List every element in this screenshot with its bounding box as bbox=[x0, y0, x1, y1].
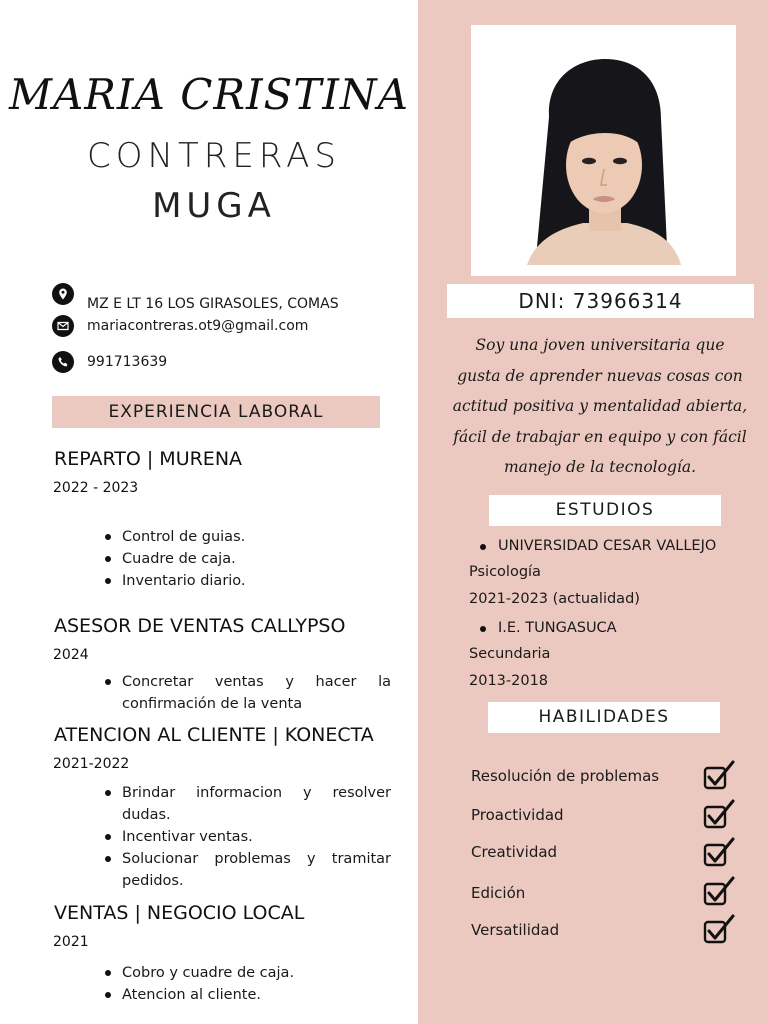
address-text: MZ E LT 16 LOS GIRASOLES, COMAS bbox=[87, 296, 339, 312]
list-item: Solucionar problemas y tramitar pedidos. bbox=[104, 848, 391, 892]
email-link[interactable]: mariacontreras.ot9@gmail.com bbox=[87, 318, 309, 334]
checkbox-checked-icon bbox=[702, 876, 736, 908]
job-title: VENTAS | NEGOCIO LOCAL bbox=[54, 902, 305, 924]
last-name-paternal: CONTRERAS bbox=[87, 136, 341, 176]
job-date: 2021-2022 bbox=[53, 756, 130, 772]
email-icon bbox=[52, 315, 74, 337]
study-field: Secundaria bbox=[469, 646, 551, 662]
study-years: 2021-2023 (actualidad) bbox=[469, 591, 640, 607]
list-item: Concretar ventas y hacer la confirmación de la venta bbox=[104, 671, 391, 715]
profile-summary: Soy una joven universitaria que gusta de aprender nuevas cosas con actitud positiva y mentalidad abierta, fácil de trabajar en equipo y con fácil manejo de la tecnología. bbox=[452, 336, 748, 476]
bullet-dot bbox=[480, 544, 486, 550]
job-duties bbox=[104, 526, 394, 592]
job-duties bbox=[104, 962, 391, 1006]
checkbox-checked-icon bbox=[702, 760, 736, 792]
list-item: Inventario diario. bbox=[104, 570, 394, 592]
skill-item: Resolución de problemas bbox=[471, 767, 660, 785]
job-title: REPARTO | MURENA bbox=[54, 448, 243, 470]
list-item: Brindar informacion y resolver dudas. bbox=[104, 782, 391, 826]
job-duties bbox=[104, 782, 391, 892]
contact-email bbox=[52, 315, 308, 337]
checkbox-checked-icon bbox=[702, 914, 736, 946]
bullet-dot bbox=[480, 626, 486, 632]
contact-address bbox=[52, 276, 339, 312]
contact-phone bbox=[52, 351, 167, 373]
study-school: I.E. TUNGASUCA bbox=[498, 620, 617, 636]
phone-text: 991713639 bbox=[87, 354, 168, 370]
checkbox-checked-icon bbox=[702, 837, 736, 869]
job-title: ASESOR DE VENTAS CALLYPSO bbox=[54, 615, 346, 637]
skills-header: HABILIDADES bbox=[488, 702, 720, 733]
study-field: Psicología bbox=[469, 564, 541, 580]
job-date: 2022 - 2023 bbox=[53, 480, 139, 496]
job-duties bbox=[104, 671, 391, 715]
skill-item: Creatividad bbox=[471, 843, 558, 861]
study-school: UNIVERSIDAD CESAR VALLEJO bbox=[498, 538, 717, 554]
list-item: Cuadre de caja. bbox=[104, 548, 394, 570]
job-title: ATENCION AL CLIENTE | KONECTA bbox=[54, 724, 374, 746]
phone-icon bbox=[52, 351, 74, 373]
experience-header: EXPERIENCIA LABORAL bbox=[52, 396, 380, 428]
last-name-maternal: MUGA bbox=[152, 186, 276, 226]
list-item: Cobro y cuadre de caja. bbox=[104, 962, 391, 984]
skill-item: Edición bbox=[471, 884, 526, 902]
list-item: Control de guias. bbox=[104, 526, 394, 548]
skill-item: Versatilidad bbox=[471, 921, 560, 939]
first-names: MARIA CRISTINA bbox=[8, 70, 410, 119]
study-years: 2013-2018 bbox=[469, 673, 549, 689]
profile-photo-frame bbox=[471, 25, 736, 276]
list-item: Incentivar ventas. bbox=[104, 826, 391, 848]
dni-label: DNI: 73966314 bbox=[447, 284, 754, 318]
skill-item: Proactividad bbox=[471, 806, 564, 824]
job-date: 2024 bbox=[53, 647, 89, 663]
job-date: 2021 bbox=[53, 934, 89, 950]
profile-photo bbox=[527, 57, 681, 265]
studies-header: ESTUDIOS bbox=[489, 495, 721, 526]
checkbox-checked-icon bbox=[702, 799, 736, 831]
list-item: Atencion al cliente. bbox=[104, 984, 391, 1006]
location-icon bbox=[52, 283, 74, 305]
